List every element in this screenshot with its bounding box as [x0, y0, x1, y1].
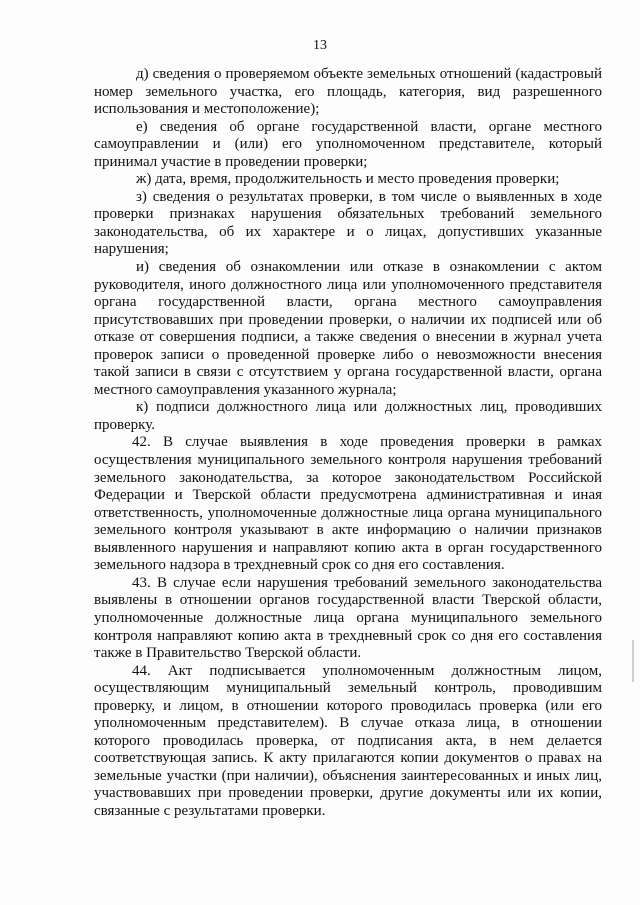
paragraph-item-zh: ж) дата, время, продолжительность и место проведения проверки; [136, 171, 560, 188]
paragraph-42: 42. В случае выявления в ходе проведения проверки в рамках осуществления муниципального земельного контроля нарушения требований земельного законодательства, за которое законодательством Российской Федерации и Тверской области предусмотрена административная и иная ответственность, уполномоченные должностные лица органа муниципального земельного контроля указывают в акте информацию о наличии признаков выявленного нарушения и направляют копию акта в орган государственного земельного надзора в трехдневный срок со дня его составления. [94, 434, 602, 574]
paragraph-43: 43. В случае если нарушения требований земельного законодательства выявлены в отношении органов государственной власти Тверской области, уполномоченные должностные лица органа муниципального земельного контроля направляют копию акта в трехдневный срок со дня его составления также в Правительство Тверской области. [94, 574, 602, 662]
document-body [94, 66, 602, 821]
paragraph-item-e: е) сведения об органе государственной власти, органе местного самоуправлении и (или) его уполномоченном представителе, который принимал участие в проведении проверки; [94, 118, 602, 170]
page-number: 13 [313, 38, 327, 53]
paragraph-44: 44. Акт подписывается уполномоченным должностным лицом, осуществляющим муниципальный земельный контроль, проводившим проверку, и лицом, в отношении которого проводилась проверка (или его уполномоченным представителем). В случае отказа лица, в отношении которого проводилась проверка, от подписания акта, в нем делается соответствующая запись. К акту прилагаются копии документов о правах на земельные участки (при наличии), объяснения заинтересованных и иных лиц, участвовавших при проведении проверки, другие документы или их копии, связанные с результатами проверки. [94, 662, 602, 819]
paragraph-item-d: д) сведения о проверяемом объекте земельных отношений (кадастровый номер земельного участка, его площадь, категория, вид разрешенного использования и местоположение); [94, 66, 602, 118]
paragraph-item-i: и) сведения об ознакомлении или отказе в ознакомлении с актом руководителя, иного должностного лица или уполномоченного представителя органа государственной власти, органа местного самоуправления присутствовавших при проведении проверки, о наличии их подписей или об отказе от совершения подписи, а также сведения о внесении в журнал учета проверок записи о проведенной проверке либо о невозможности внесения такой записи в связи с отсутствием у органа государственной власти, органа местного самоуправления указанного журнала; [94, 259, 602, 398]
paragraph-item-z: з) сведения о результатах проверки, в том числе о выявленных в ходе проверки признаках нарушения обязательных требований земельного законодательства, об их характере и о лицах, допустивших указанные нарушения; [94, 188, 602, 258]
paragraph-item-k: к) подписи должностного лица или должностных лиц, проводивших проверку. [94, 399, 602, 433]
scan-artifact-mark [632, 640, 634, 682]
